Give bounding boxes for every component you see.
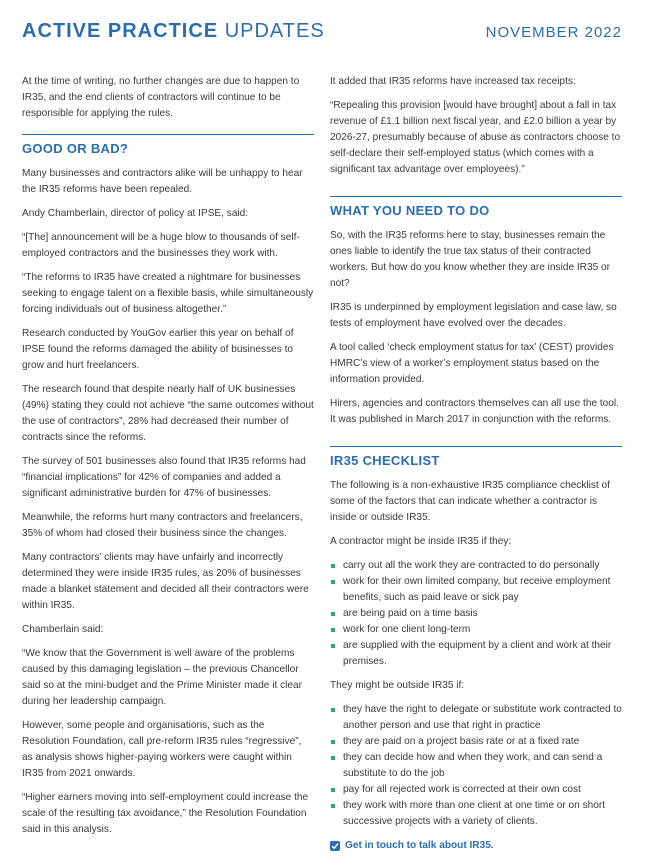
body-paragraph: Chamberlain said:: [22, 624, 104, 635]
body-paragraph: “[The] announcement will be a huge blow to thousands of self-employed contractors and the businesses they work with.: [22, 232, 300, 259]
body-paragraph: Many businesses and contractors alike will be unhappy to hear the IR35 reforms have been repealed.: [22, 168, 303, 195]
section-heading-good-or-bad: GOOD OR BAD?: [22, 141, 129, 156]
tax-receipts-body: [330, 74, 622, 178]
list-item: [330, 638, 622, 670]
list-item: [330, 622, 622, 638]
body-paragraph: IR35 is underpinned by employment legislation and case law, so tests of employment have evolved over the decades.: [330, 302, 617, 329]
list-item-text: work for one client long-term: [343, 624, 471, 635]
list-item-text: pay for all rejected work is corrected at their own cost: [343, 784, 581, 795]
what-you-need-to-do-body: [330, 228, 622, 428]
good-or-bad-body: [22, 166, 314, 838]
list-item-text: work for their own limited company, but receive employment benefits, such as paid leave or sick pay: [343, 576, 611, 603]
list-item-text: they can decide how and when they work, and can send a substitute to do the job: [343, 752, 603, 779]
bullet-icon: [331, 612, 335, 616]
list-item-text: they are paid on a project basis rate or at a fixed rate: [343, 736, 580, 747]
section-heading-what-you-need-to-do: WHAT YOU NEED TO DO: [330, 203, 490, 218]
list-item-text: are being paid on a time basis: [343, 608, 478, 619]
body-paragraph: It added that IR35 reforms have increased tax receipts:: [330, 76, 576, 87]
right-column: [330, 74, 622, 854]
page-header: [22, 20, 622, 46]
list-item-text: they work with more than one client at one time or on short successive projects with a variety of clients.: [343, 800, 606, 827]
list-item: [330, 782, 622, 798]
bullet-icon: [331, 740, 335, 744]
list-item: [330, 750, 622, 782]
inside-ir35-list: [330, 558, 622, 670]
bullet-icon: [331, 708, 335, 712]
body-paragraph: “Repealing this provision [would have brought] about a fall in tax revenue of £1.1 billion next fiscal year, and £2.0 billion a year by 2026-27, presumably because of abuse as contractors choose to self-declare their self-employed status (which comes with a significant tax advantage over employees).”: [330, 100, 621, 175]
list-item: [330, 574, 622, 606]
bullet-icon: [331, 756, 335, 760]
bullet-icon: [331, 580, 335, 584]
publication-title: [22, 20, 325, 43]
list-item: [330, 734, 622, 750]
body-paragraph: A tool called ‘check employment status for tax’ (CEST) provides HMRC’s view of a worker’s employment status based on the information provided.: [330, 342, 614, 385]
body-paragraph: Research conducted by YouGov earlier this year on behalf of IPSE found the reforms damaged the ability of businesses to grow and hurt freelancers.: [22, 328, 294, 371]
body-paragraph: “The reforms to IR35 have created a nightmare for businesses seeking to engage talent on a flexible basis, while simultaneously forcing individuals out of business altogether.”: [22, 272, 314, 315]
body-paragraph: Many contractors’ clients may have unfairly and incorrectly determined they were inside IR35 rules, as 20% of businesses made a blanket statement and decided all their contractors were within IR35.: [22, 552, 309, 611]
body-paragraph: However, some people and organisations, such as the Resolution Foundation, call pre-reform IR35 rules “regressive”, as analysis shows higher-paying workers were caught within IR35 from 2021 onwards.: [22, 720, 302, 779]
list-item: [330, 702, 622, 734]
outside-ir35-intro: They might be outside IR35 if:: [330, 680, 465, 691]
publication-title-bold: ACTIVE PRACTICE: [22, 20, 219, 42]
section-heading-ir35-checklist: IR35 CHECKLIST: [330, 453, 440, 468]
checklist-intro: The following is a non-exhaustive IR35 compliance checklist of some of the factors that can indicate whether a contractor is inside or outside IR35.: [330, 480, 610, 523]
body-paragraph: “Higher earners moving into self-employment could increase the scale of the resulting tax avoidance,” the Resolution Foundation said in this analysis.: [22, 792, 309, 835]
bullet-icon: [331, 644, 335, 648]
body-paragraph: So, with the IR35 reforms here to stay, businesses remain the ones liable to identify the true tax status of their contracted workers. But how do you know whether they are inside IR35 or not?: [330, 230, 610, 289]
contact-link[interactable]: [330, 838, 622, 854]
body-paragraph: “We know that the Government is well aware of the problems caused by this damaging legislation – the previous Chancellor said so at the mini-budget and the Prime Minister made it clear during her leadership campaign.: [22, 648, 302, 707]
section-divider: [330, 446, 622, 453]
bullet-icon: [331, 628, 335, 632]
bullet-icon: [331, 804, 335, 808]
section-divider: [22, 134, 314, 141]
list-item-text: they have the right to delegate or substitute work contracted to another person and use that right in practice: [343, 704, 622, 731]
section-divider: [330, 196, 622, 203]
intro-paragraph: At the time of writing, no further changes are due to happen to IR35, and the end clients of contractors will continue to be responsible for applying the rules.: [22, 76, 300, 119]
left-column: [22, 74, 314, 846]
bullet-icon: [331, 564, 335, 568]
bullet-icon: [331, 788, 335, 792]
outside-ir35-list: [330, 702, 622, 830]
list-item-text: are supplied with the equipment by a client and work at their premises.: [343, 640, 612, 667]
list-item-text: carry out all the work they are contracted to do personally: [343, 560, 600, 571]
list-item: [330, 606, 622, 622]
body-paragraph: Andy Chamberlain, director of policy at IPSE, said:: [22, 208, 249, 219]
body-paragraph: Meanwhile, the reforms hurt many contractors and freelancers, 35% of whom had closed their business since the changes.: [22, 512, 303, 539]
body-paragraph: The survey of 501 businesses also found that IR35 reforms had “financial implications” for 42% of companies and added a significant administrative burden for 47% of businesses.: [22, 456, 306, 499]
issue-date: NOVEMBER 2022: [485, 24, 622, 41]
contact-link-label: Get in touch to talk about IR35.: [345, 840, 494, 851]
inside-ir35-intro: A contractor might be inside IR35 if they:: [330, 536, 512, 547]
checkbox-icon: [330, 841, 340, 851]
publication-title-light: UPDATES: [224, 20, 325, 42]
body-paragraph: Hirers, agencies and contractors themselves can all use the tool. It was published in March 2017 in conjunction with the reforms.: [330, 398, 619, 425]
body-paragraph: The research found that despite nearly half of UK businesses (49%) stating they could not achieve “the same outcomes without the use of contractors”, 28% had decreased their number of contracts since the reforms.: [22, 384, 314, 443]
list-item: [330, 558, 622, 574]
list-item: [330, 798, 622, 830]
